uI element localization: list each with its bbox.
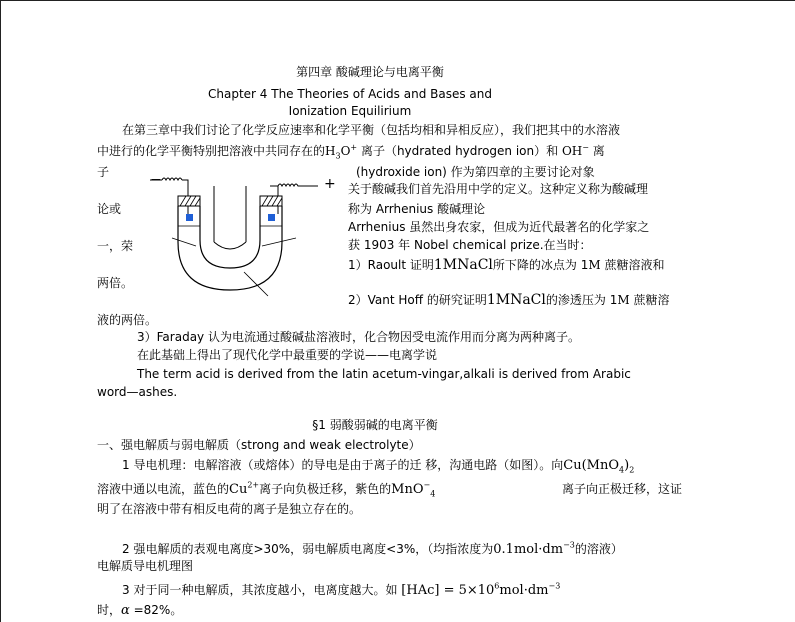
- s1-para1-line2: 溶液中通以电流，蓝色的$Cu^{2+}$离子向负极迁移，紫色的MnO−$_4$: [97, 480, 436, 499]
- wrap-r7: 2）Vant Hoff 的研究证明1MNaCl的渗透压为 1M 蔗糖溶: [348, 292, 670, 308]
- para1-line3-right: (hydroxide ion) 作为第四章的主要讨论对象: [356, 165, 595, 179]
- wrap-l6: 两倍。: [97, 276, 134, 290]
- section1-title: §1 弱酸弱碱的电离平衡: [312, 418, 438, 432]
- section1-heading: 一、强电解质与弱电解质（strong and weak electrolyte）: [97, 438, 421, 452]
- para1-line2: [97, 143, 605, 159]
- para1-line3-left: 子: [97, 165, 110, 179]
- wrap-r2: 称为 Arrhenius 酸碱理论: [348, 202, 486, 216]
- s1-para1-line1: 1 导电机理：电解溶液（或熔体）的导电是由于离子的迁 移，沟通电路（如图）。向$Cu(MnO_4)_2$: [122, 458, 635, 475]
- wrap-l2: 论或: [97, 202, 122, 216]
- wrap-r5: 1）Raoult 证明1MNaCl所下降的冰点为 1M 蔗糖溶液和: [348, 257, 665, 273]
- chapter-title-en-1: Chapter 4 The Theories of Acids and Bases and: [208, 87, 492, 101]
- wrap-l8: 液的两倍。: [97, 313, 158, 327]
- electrolysis-u-tube-diagram: [150, 172, 345, 300]
- para-etymology-2: word—ashes.: [97, 385, 178, 399]
- positive-electrode-icon: [268, 214, 275, 221]
- para1-line2-text: 中进行的化学平衡特别把溶液中共同存在的: [97, 144, 326, 158]
- s1-para3-line2: 时，α =82%。: [97, 603, 183, 618]
- s1-para2-line1: 2 强电解质的表观电离度>30%，弱电解质电离度<3%，（均指浓度为$0.1mol\cdot dm^{-3}$的溶液）: [122, 540, 623, 557]
- para1-line1: 在第三章中我们讨论了化学反应速率和化学平衡（包括均相和异相反应），我们把其中的水溶液: [122, 123, 621, 137]
- s1-para1-line3: 明了在溶液中带有相反电荷的离子是独立存在的。: [97, 502, 362, 516]
- h3o-formula: $H_3O^+$: [325, 143, 358, 161]
- wrap-l4: 一，荣: [97, 239, 134, 253]
- plus-sign: +: [324, 176, 336, 192]
- wrap-r4: 获 1903 年 Nobel chemical prize.在当时：: [348, 238, 592, 252]
- s1-para2-line2: 电解质导电机理图: [97, 559, 194, 573]
- para1-line2-text-c: 离: [588, 144, 605, 158]
- chapter-title-cn: 第四章 酸碱理论与电离平衡: [296, 65, 444, 79]
- s1-para1-line2-tail: 离子向正极迁移，这证: [562, 482, 683, 496]
- para-faraday: 3）Faraday 认为电流通过酸碱盐溶液时，化合物因受电流作用而分离为两种离子。: [137, 330, 580, 344]
- s1-para3-line1: 3 对于同一种电解质，其浓度越小，电离度越大。如 $[HAc] = 5\times 10^6mol\cdot dm^{-3}$: [122, 581, 561, 598]
- para1-line2-text-b: 离子（hydrated hydrogen ion）和: [357, 144, 562, 158]
- para-etymology-1: The term acid is derived from the latin acetum-vingar,alkali is derived from Arabic: [137, 367, 631, 381]
- para-ionization-theory: 在此基础上得出了现代化学中最重要的学说——电离学说: [137, 348, 438, 362]
- wrap-r1: 关于酸碱我们首先沿用中学的定义。这种定义称为酸碱理: [348, 182, 649, 196]
- minus-sign: −: [150, 172, 162, 188]
- wrap-r3: Arrhenius 虽然出身农家，但成为近代最著名的化学家之: [348, 220, 650, 234]
- chapter-title-en-2: Ionization Equilirium: [288, 104, 412, 118]
- negative-electrode-icon: [186, 214, 193, 221]
- oh-formula: OH−: [561, 143, 589, 158]
